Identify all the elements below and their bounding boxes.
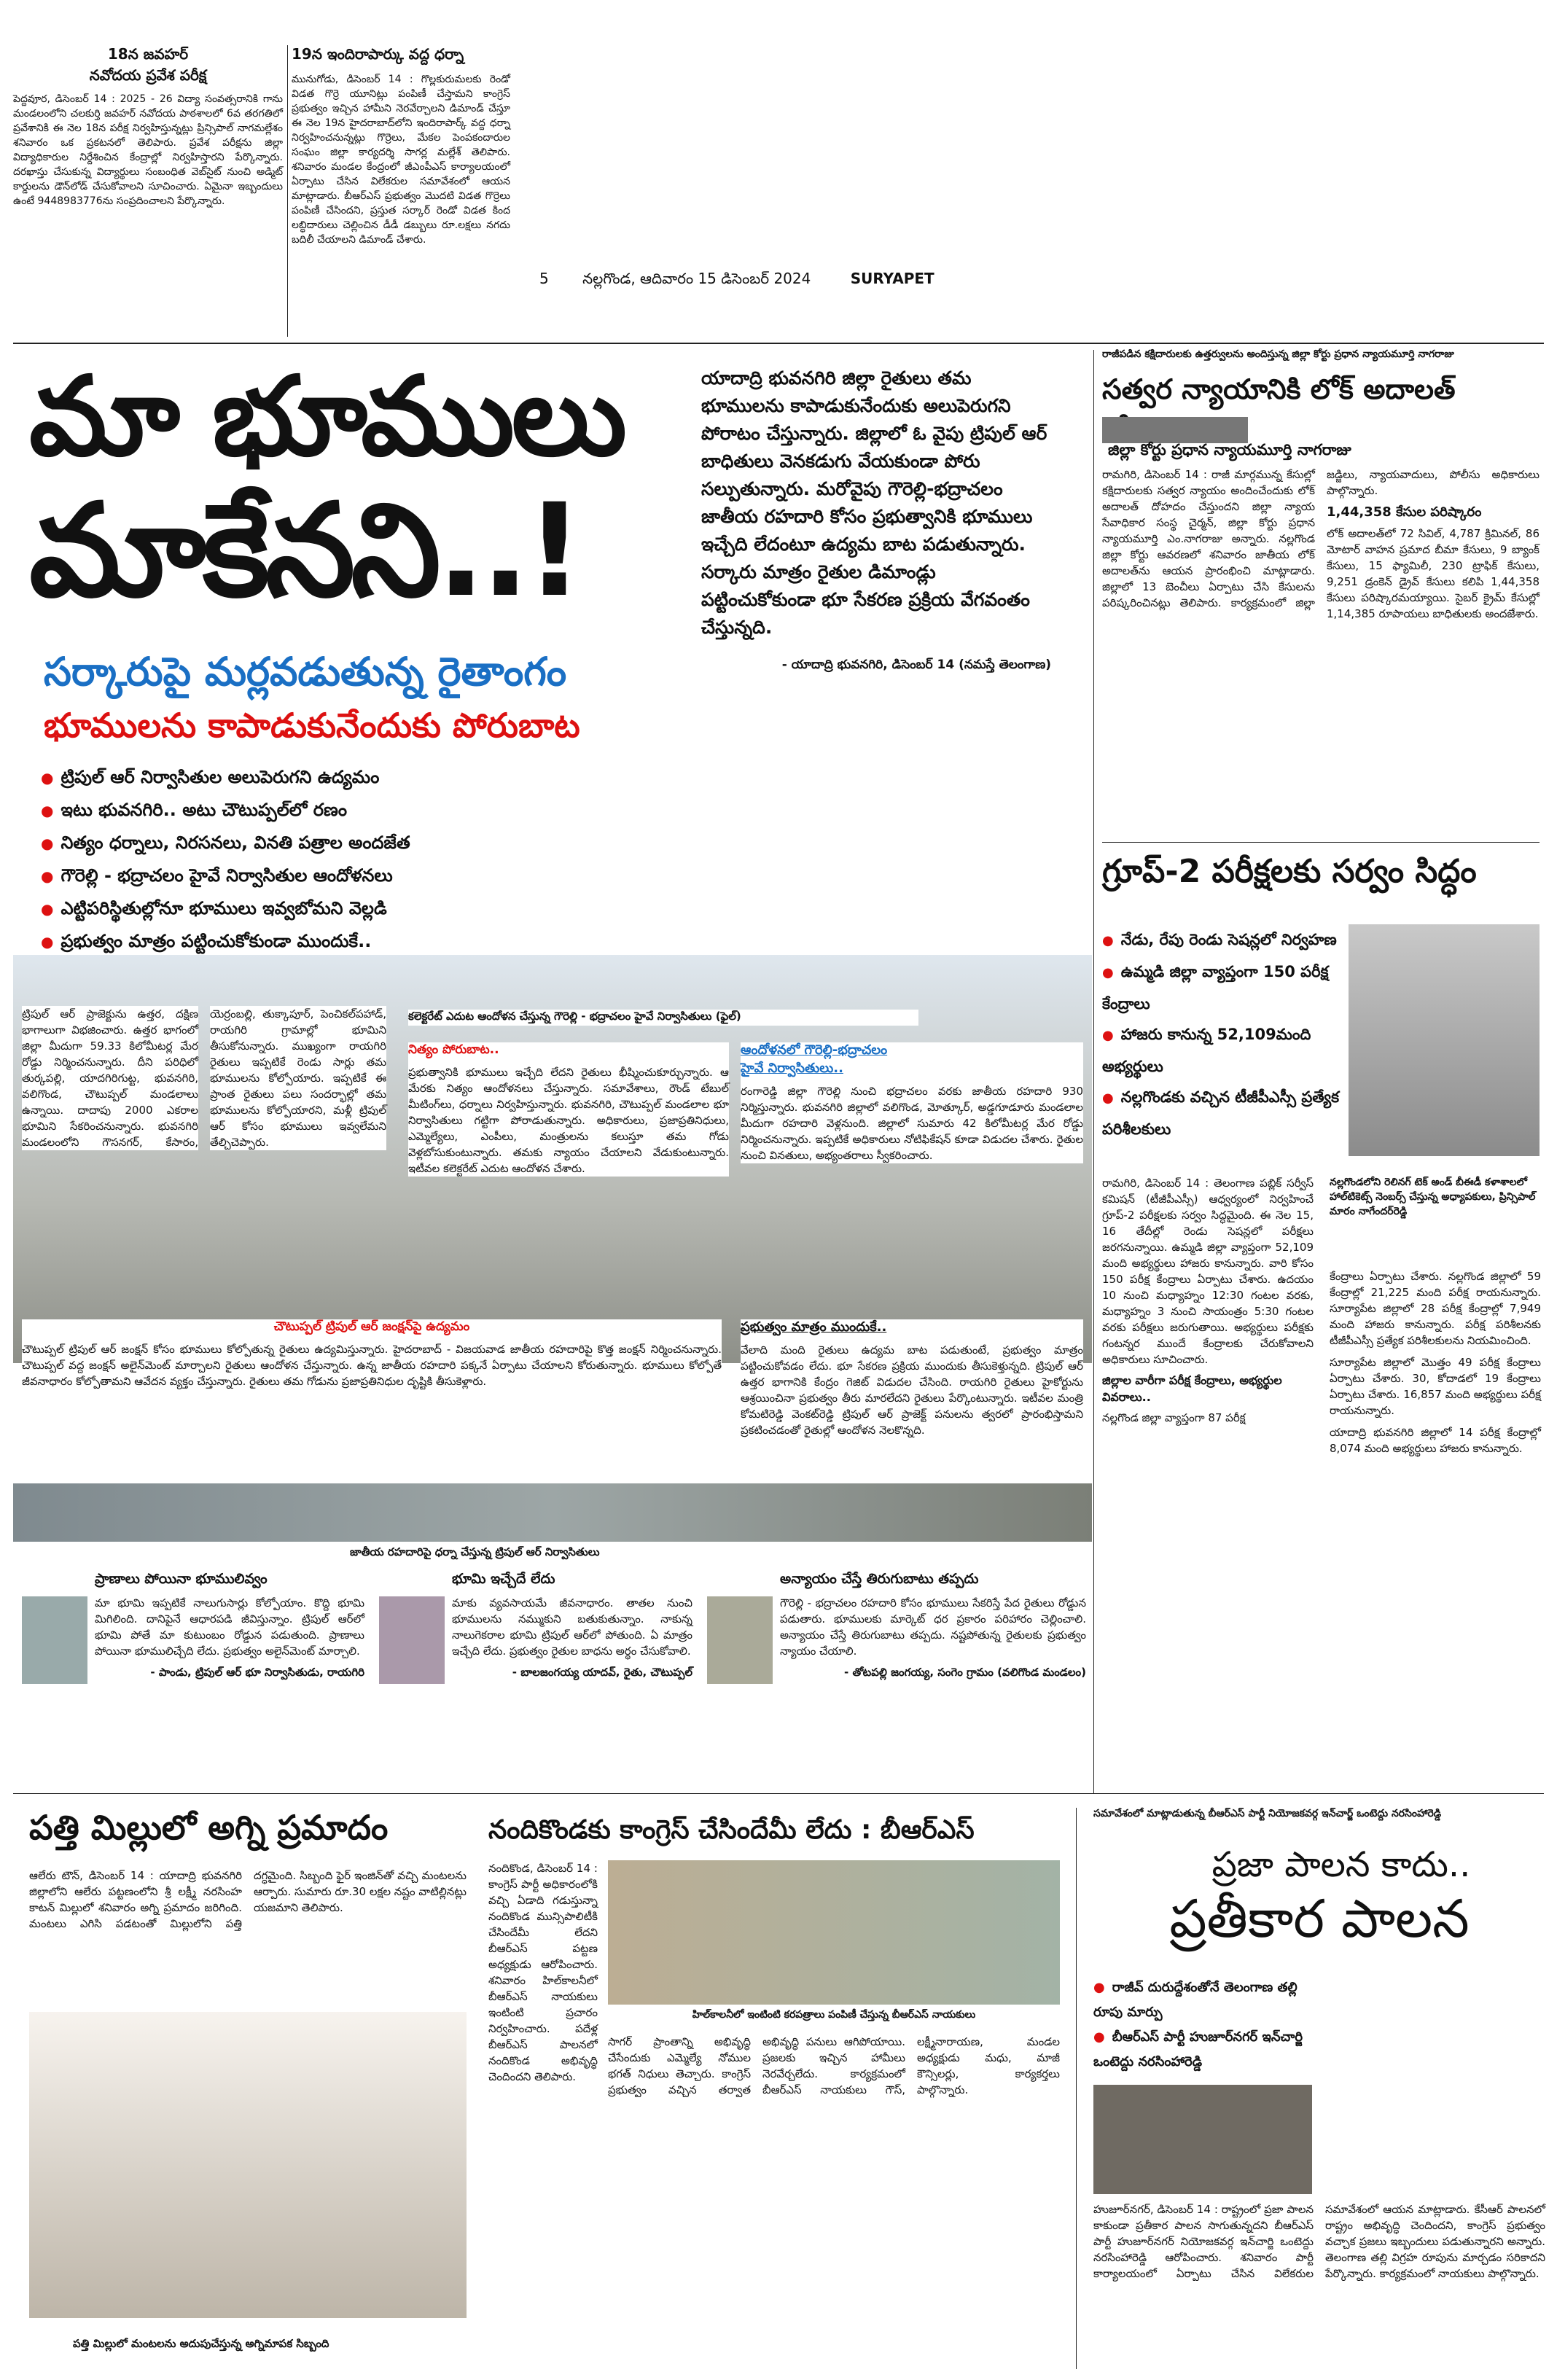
brs-body2-text: సాగర్ ప్రాంతాన్ని అభివృద్ధి చేసేందుకు ఎమ్మెల్యే నోముల భగత్ నిధులు తెచ్చారు. కాంగ్రెస్ ప్రభుత్వం వచ్చిన తర్వాత అభివృద్ధి పనులు ఆగిపోయాయి. ప్రజలకు ఇచ్చిన హామీలు నెరవేర్చలేదు. కార్యక్రమంలో బీఆర్ఎస్ నాయకులు గౌస్, లక్ష్మీనారాయణ, మండల అధ్యక్షుడు మధు, మాజీ కౌన్సిలర్లు, కార్యకర్తలు పాల్గొన్నారు. — [608, 2035, 1060, 2096]
group2-bullet: ● ఉమ్మడి జిల్లా వ్యాప్తంగా 150 పరీక్ష కేంద్రాలు — [1102, 956, 1350, 1019]
brief-navodaya — [13, 45, 283, 208]
quote-byline: - బాలజంగయ్య యాదవ్, రైతు, చౌటుప్పల్ — [512, 1666, 692, 1679]
revenge-bullet: ● రాజీవ్ దురుద్దేశంతోనే తెలంగాణ తల్లి రూపు మార్పు — [1093, 1975, 1312, 2025]
group2-col2 — [1330, 1268, 1541, 1456]
lead-subhead-c1: ఆందోళనలో గౌరెల్లి-భద్రాచలం — [741, 1042, 888, 1058]
lead-byline: - యాదాద్రి భువనగిరి, డిసెంబర్ 14 (నమస్తే తెలంగాణ) — [781, 658, 1051, 672]
divider — [1093, 350, 1094, 1793]
lead-body-text: ట్రిపుల్ ఆర్ ప్రాజెక్టును ఉత్తర, దక్షిణ భాగాలుగా విభజించారు. ఉత్తర భాగంలో జిల్లా మీదుగా 59.33 కిలోమీటర్ల మేర రోడ్డు నిర్మించనున్నారు. దీని పరిధిలో తుర్కపల్లి, యాదగిరిగుట్ట, భువనగిరి, వలిగొండ, చౌటుప్పల్ మండలాలు ఉన్నాయి. దాదాపు 2000 ఎకరాల భూమిని సేకరించనున్నారు. భువనగిరి మండలంలోని గౌసనగర్, కేసారం, యెర్రంబల్లి, తుక్కాపూర్, పెంచికల్‌పహాడ్, రాయగిరి గ్రామాల్లో భూమిని తీసుకోనున్నారు. ముఖ్యంగా రాయగిరి రైతులు ఇప్పటికే రెండు సార్లు తమ భూములను కోల్పోయారు. ఇప్పటికే ఈ ప్రాంత రైతులు పలు సందర్భాల్లో తమ భూములను కోల్పోయారని, మళ్లీ ట్రిపుల్ ఆర్ కోసం భూములు ఇవ్వలేమని తేల్చిచెప్పారు. — [22, 1007, 386, 1149]
divider — [287, 45, 288, 337]
group2-item: యాదాద్రి భువనగిరి జిల్లాలో 14 పరీక్ష కేంద్రాల్లో 8,074 మంది అభ్యర్థులు హాజరు కానున్నారు. — [1330, 1426, 1541, 1455]
quote-byline: - పాండు, ట్రిపుల్ ఆర్ భూ నిర్వాసితుడు, రాయగిరి — [150, 1666, 364, 1679]
quote-box-1 — [95, 1571, 364, 1690]
lead-intro — [701, 364, 1051, 675]
lead-photo-bottom — [13, 1483, 1092, 1542]
fire-photo — [29, 2012, 467, 2318]
lead-col-e — [741, 1319, 1083, 1438]
lead-subhead-d: చౌటుప్పల్ ట్రిపుల్ ఆర్ జంక్షన్‌పై ఉద్యమం — [273, 1319, 470, 1334]
quote-title: అన్యాయం చేస్తే తిరుగుబాటు తప్పదు — [780, 1571, 979, 1587]
quote-byline: - తోటపల్లి జంగయ్య, సంగెం గ్రామం (వలిగొండ మండలం) — [844, 1666, 1086, 1679]
group2-bullets — [1102, 924, 1350, 1144]
quote2-photo — [379, 1596, 445, 1684]
lead-body-text: వేలాది మంది రైతులు ఉద్యమ బాట పడుతుంటే, ప్రభుత్వం మాత్రం పట్టించుకోవడం లేదు. భూ సేకరణ ప్రక్రియ ముందుకు తీసుకెళ్తున్నది. ట్రిపుల్ ఆర్ ఉత్తర భాగానికి కేంద్రం గెజిట్ విడుదల చేసింది. రాయగిరి రైతులు హైకోర్టును ఆశ్రయించినా ప్రభుత్వం తీరు మారలేదని రైతులు పేర్కొంటున్నారు. ఇటీవల మంత్రి కోమటిరెడ్డి వెంకట్‌రెడ్డి ట్రిపుల్ ఆర్ ప్రాజెక్ట్ పనులను త్వరలో ప్రారంభిస్తామని ప్రకటించడంతో రైతుల్లో ఆందోళన నెలకొన్నది. — [741, 1343, 1083, 1437]
divider — [1076, 1808, 1077, 2369]
lead-col-c — [741, 1042, 1083, 1163]
brs-body — [488, 1860, 598, 2085]
lok-kicker: రాజీపడిన కక్షిదారులకు ఉత్తర్వులను అందిస్తున్న జిల్లా కోర్టు ప్రధాన న్యాయమూర్తి నాగరాజు — [1102, 348, 1454, 360]
group2-dist-item: నల్లగొండ జిల్లా వ్యాప్తంగా 87 పరీక్ష — [1102, 1411, 1246, 1424]
lead-headline-1: మా భూములు — [29, 354, 624, 480]
quote3-photo — [707, 1596, 773, 1684]
group2-item: సూర్యాపేట జిల్లాలో మొత్తం 49 పరీక్ష కేంద్రాలు ఏర్పాటు చేశారు. 30, కోదాడలో 19 కేంద్రాలు ఏర్పాటు చేశారు. 16,857 మంది అభ్యర్థులు పరీక్ష రాయనున్నారు. — [1330, 1356, 1541, 1417]
fire-caption: పత్తి మిల్లులో మంటలను అదుపుచేస్తున్న అగ్నిమాపక సిబ్బంది — [73, 2337, 329, 2350]
lead-body-text: చౌటుప్పల్ ట్రిపుల్ ఆర్ జంక్షన్ కోసం భూములు కోల్పోతున్న రైతులు ఉద్యమిస్తున్నారు. హైదరాబాద్ - విజయవాడ జాతీయ రహదారిపై కొత్త జంక్షన్ నిర్మించనున్నారు. చౌటుప్పల్ వద్ద జంక్షన్ అలైన్‌మెంట్ మార్చాలని రైతులు ఆందోళన చేస్తున్నారు. ఉన్న జాతీయ రహదారి పక్కనే ఏర్పాటు చేయాలని కోరుతున్నారు. భూములు కోల్పోతే జీవనాధారం కోల్పోతామని ఆవేదన వ్యక్తం చేస్తున్నారు. రైతులు తమ గోడును ప్రజాప్రతినిధుల దృష్టికి తీసుకెళ్లారు. — [22, 1343, 722, 1388]
quote-title: భూమి ఇచ్చేదే లేదు — [452, 1571, 555, 1587]
group2-body — [1102, 1175, 1314, 1426]
lead-subhead-2: భూములను కాపాడుకునేందుకు పోరుబాట — [44, 706, 580, 745]
lok-body-text: రామగిరి, డిసెంబర్ 14 : రాజీ మార్గమున్న కేసుల్లో కక్షిదారులకు సత్వర న్యాయం అందించేందుకు లోక్ అదాలత్ దోహదం చేస్తుందని జిల్లా న్యాయ సేవాధికార సంస్థ చైర్మన్, జిల్లా కోర్టు ప్రధాన న్యాయమూర్తి ఎం.నాగరాజు అన్నారు. నల్లగొండ జిల్లా కోర్టు ఆవరణలో శనివారం జాతీయ లోక్ అదాలత్‌ను ఆయన ప్రారంభించి మాట్లాడారు. జిల్లాలో 13 బెంచీలు ఏర్పాటు చేసి కేసులను పరిష్కరించినట్లు తెలిపారు. కార్యక్రమంలో జిల్లా జడ్జిలు, న్యాయవాదులు, పోలీసు అధికారులు పాల్గొన్నారు. — [1102, 468, 1540, 609]
brs-caption: హిల్‌కాలనీలో ఇంటింటి కరపత్రాలు పంపిణీ చేస్తున్న బీఆర్ఎస్ నాయకులు — [692, 2009, 976, 2021]
brief-dharna — [292, 45, 510, 247]
dateline: నల్లగొండ, ఆదివారం 15 డిసెంబర్ 2024 — [582, 270, 811, 287]
lead-subhead-c2: హైవే నిర్వాసితులు.. — [741, 1061, 843, 1076]
lead-body-text: రంగారెడ్డి జిల్లా గౌరెల్లి నుంచి భద్రాచలం వరకు జాతీయ రహదారి 930 నిర్మిస్తున్నారు. భువనగిరి జిల్లాలో వలిగొండ, మోత్కూర్, అడ్డగూడూరు మండలాల మీదుగా రహదారి వెళ్లనుంది. జిల్లాలో సుమారు 42 కిలోమీటర్ల మేర రోడ్డు నిర్మించనున్నారు. ఇప్పటికే అధికారులు నోటిఫికేషన్ కూడా విడుదల చేశారు. రైతుల నుంచి వినతులు, అభ్యంతరాలు స్వీకరించారు. — [741, 1085, 1083, 1162]
revenge-body — [1093, 2201, 1545, 2282]
group2-body-text: రామగిరి, డిసెంబర్ 14 : తెలంగాణ పబ్లిక్ సర్వీస్ కమిషన్ (టీజీపీఎస్సీ) ఆధ్వర్యంలో నిర్వహించే గ్రూప్-2 పరీక్షలకు సర్వం సిద్ధమైంది. ఈ నెల 15, 16 తేదీల్లో రెండు సెషన్లలో పరీక్షలు జరగనున్నాయి. ఉమ్మడి జిల్లా వ్యాప్తంగా 52,109 మంది అభ్యర్థులు హాజరు కానున్నారు. వారి కోసం 150 పరీక్ష కేంద్రాలు ఏర్పాటు చేశారు. ఉదయం 10 నుంచి మధ్యాహ్నం 12:30 గంటల వరకు, మధ్యాహ్నం 3 నుంచి సాయంత్రం 5:30 గంటల వరకు పరీక్షలు జరుగుతాయి. అభ్యర్థులు పరీక్షకు గంటన్నర ముందే కేంద్రాలకు చేరుకోవాలని అధికారులు సూచించారు. — [1102, 1177, 1314, 1366]
lead-headline-2: మాకేనని..! — [29, 476, 580, 625]
brief-body: మునుగోడు, డిసెంబర్ 14 : గొల్లకురుమలకు రెండో విడత గొర్రె యూనిట్లు పంపిణీ చేస్తామని కాంగ్రెస్ ప్రభుత్వం ఇచ్చిన హామీని నెరవేర్చాలని డిమాండ్ చేస్తూ ఈ నెల 19న హైదరాబాద్‌లోని ఇందిరాపార్క్ వద్ద ధర్నా నిర్వహించనున్నట్లు గొర్రెలు, మేకల పెంపకందారుల సంఘం జిల్లా కార్యదర్శి సాగర్ల మల్లేశ్ తెలిపారు. శనివారం మండల కేంద్రంలో జీఎంపీఎస్ కార్యాలయంలో ఏర్పాటు చేసిన విలేకరుల సమావేశంలో ఆయన మాట్లాడారు. బీఆర్ఎస్ ప్రభుత్వం మొదటి విడత గొర్రెలు పంపిణీ చేసిందని, ప్రస్తుత సర్కార్ రెండో విడత కింద లబ్ధిదారులు చెల్లించిన డీడీ డబ్బులు రూ.లక్షలు నగదు బదిలీ చేయాలని డిమాండ్ చేశారు. — [292, 74, 510, 246]
lead-bullet: ● గౌరెల్లి - భద్రాచలం హైవే నిర్వాసితుల ఆందోళనలు — [41, 859, 697, 892]
revenge-kicker: సమావేశంలో మాట్లాడుతున్న బీఆర్ఎస్ పార్టీ నియోజకవర్గ ఇన్‌చార్జ్ ఒంటెద్దు నరసింహారెడ్డి — [1093, 1808, 1442, 1819]
group2-bullet: ● నేడు, రేపు రెండు సెషన్లలో నిర్వహణ — [1102, 924, 1350, 956]
brief-body: పెద్దవూర, డిసెంబర్ 14 : 2025 - 26 విద్యా సంవత్సరానికి గాను మండలంలోని చలకుర్తి జవహర్ నవోదయ పాఠశాలలో 6వ తరగతిలో ప్రవేశానికి ఈ నెల 18న పరీక్ష నిర్వహిస్తున్నట్లు ప్రిన్సిపాల్ నాగమల్లేశం శనివారం ఒక ప్రకటనలో తెలిపారు. ప్రవేశ పరీక్షను జిల్లా విద్యాధికారుల నిర్దేశించిన కేంద్రాల్లో నిర్వహిస్తారని పేర్కొన్నారు. దరఖాస్తు చేసుకున్న విద్యార్థులు సంబంధిత వెబ్‌సైట్ నుంచి అడ్మిట్ కార్డులను డౌన్‌లోడ్ చేసుకోవాలని సూచించారు. ఏమైనా ఇబ్బందులు ఉంటే 9448983776ను సంప్రదించాలని పేర్కొన్నారు. — [13, 93, 283, 207]
revenge-photo — [1093, 2085, 1312, 2194]
lead-bullet: ● ప్రభుత్వం మాత్రం పట్టించుకోకుండా ముందుకే.. — [41, 925, 697, 958]
masthead-rule — [13, 343, 1544, 344]
lead-bullet: ● ట్రిపుల్ ఆర్ నిర్వాసితుల అలుపెరుగని ఉద్యమం — [41, 761, 697, 794]
group2-bullet: ● నల్లగొండకు వచ్చిన టీజీపీఎస్సీ ప్రత్యేక పరిశీలకులు — [1102, 1082, 1350, 1144]
lead-subhead-e: ప్రభుత్వం మాత్రం ముందుకే.. — [741, 1319, 887, 1335]
quote1-photo — [22, 1596, 87, 1684]
group2-photo — [1349, 924, 1540, 1156]
lead-col-d — [22, 1319, 722, 1389]
group2-title: గ్రూప్-2 పరీక్షలకు సర్వం సిద్ధం — [1102, 853, 1477, 890]
divider — [1102, 842, 1540, 843]
quote-box-2 — [452, 1571, 692, 1690]
revenge-body-text: హుజూర్‌నగర్, డిసెంబర్ 14 : రాష్ట్రంలో ప్రజా పాలన కాకుండా ప్రతీకార పాలన సాగుతున్నదని బీఆర్ఎస్ పార్టీ హుజూర్‌నగర్ నియోజకవర్గ ఇన్‌చార్జి ఒంటెద్దు నరసింహారెడ్డి ఆరోపించారు. శనివారం పార్టీ కార్యాలయంలో ఏర్పాటు చేసిన విలేకరుల సమావేశంలో ఆయన మాట్లాడారు. కేసీఆర్ పాలనలో రాష్ట్రం అభివృద్ధి చెందిందని, కాంగ్రెస్ ప్రభుత్వం వచ్చాక ప్రజలు ఇబ్బందులు పడుతున్నారని అన్నారు. తెలంగాణ తల్లి విగ్రహ రూపును మార్చడం సరికాదని పేర్కొన్నారు. కార్యక్రమంలో నాయకులు పాల్గొన్నారు. — [1093, 2203, 1545, 2280]
lok-photo — [1102, 417, 1248, 443]
quote-body: మాకు వ్యవసాయమే జీవనాధారం. తాతల నుంచి భూములను నమ్ముకుని బతుకుతున్నాం. నాకున్న నాలుగెకరాల భూమి ట్రిపుల్ ఆర్‌లో పోతుంది. ఏ మాత్రం ఇచ్చేది లేదు. ప్రభుత్వం రైతుల బాధను అర్థం చేసుకోవాలి. — [452, 1596, 692, 1658]
edition: SURYAPET — [850, 270, 934, 287]
brief-kicker: 18న జవహర్ — [107, 45, 189, 63]
brief-title: నవోదయ ప్రవేశ పరీక్ష — [89, 66, 207, 84]
masthead — [539, 270, 1006, 291]
group2-photo-caption: నల్లగొండలోని రెలినగ్ టెక్ అండ్ బీఈడీ కళాశాలలో హాల్‌టికెట్స్ నెంబర్స్ చేస్తున్న అధ్యాపకులు, ప్రిన్సిపాల్ మారం నాగేందర్‌రెడ్డి — [1330, 1177, 1536, 1217]
quote-box-3 — [780, 1571, 1086, 1690]
page-number: 5 — [539, 270, 549, 287]
fire-body-text: ఆలేరు టౌన్, డిసెంబర్ 14 : యాదాద్రి భువనగిరి జిల్లాలోని ఆలేరు పట్టణంలోని శ్రీ లక్ష్మీ నరసింహ కాటన్ మిల్లులో శనివారం అగ్ని ప్రమాదం జరిగింది. మంటలు ఎగిసి పడటంతో మిల్లులోని పత్తి దగ్ధమైంది. సిబ్బంది ఫైర్ ఇంజిన్‌తో వచ్చి మంటలను ఆర్పారు. సుమారు రూ.30 లక్షల నష్టం వాటిల్లినట్లు యజమాని తెలిపారు. — [29, 1869, 467, 1930]
group2-dist-label: జిల్లాల వారీగా పరీక్ష కేంద్రాలు, అభ్యర్థుల వివరాలు.. — [1102, 1373, 1282, 1404]
group2-bullet: ● హాజరు కానున్న 52,109మంది అభ్యర్థులు — [1102, 1019, 1350, 1082]
lead-bullet: ● ఎట్టిపరిస్థితుల్లోనూ భూములు ఇవ్వబోమని వెల్లడి — [41, 892, 697, 925]
quote-body: గౌరెల్లి - భద్రాచలం రహదారి కోసం భూములు సేకరిస్తే పేద రైతులు రోడ్డున పడుతారు. భూములకు మార్కెట్ ధర ప్రకారం పరిహారం చెల్లించాలి. అన్యాయం చేస్తే తిరుగుబాటు తప్పదు. నష్టపోతున్న రైతులకు ప్రభుత్వం న్యాయం చేయాలి. — [780, 1596, 1086, 1658]
fire-title: పత్తి మిల్లులో అగ్ని ప్రమాదం — [29, 1808, 389, 1847]
lok-sub: జిల్లా కోర్టు ప్రధాన న్యాయమూర్తి నాగరాజు — [1108, 441, 1351, 459]
lead-subhead-1: సర్కారుపై మర్లవడుతున్న రైతాంగం — [44, 649, 567, 695]
fire-body — [29, 1868, 467, 1932]
lead-bullets — [41, 761, 697, 958]
brief-title: 19న ఇందిరాపార్కు వద్ద ధర్నా — [292, 45, 464, 63]
lead-col-b — [408, 1042, 729, 1177]
revenge-title-2: ప్రతీకార పాలన — [1169, 1888, 1470, 1949]
revenge-title-1: ప్రజా పాలన కాదు.. — [1211, 1844, 1471, 1885]
lead-body-text: ప్రభుత్వానికి భూములు ఇచ్చేది లేదని రైతులు భీష్మించుకూర్చున్నారు. ఆ మేరకు నిత్యం ఆందోళనలు చేస్తున్నారు. సమావేశాలు, రౌండ్ టేబుల్ మీటింగ్‌లు, ధర్నాలు నిర్వహిస్తున్నారు. భువనగిరి, చౌటుప్పల్ మండలాల భూ నిర్వాసితులు గట్టిగా పోరాడుతున్నారు. అధికారులు, ప్రజాప్రతినిధులు, ఎమ్మెల్యేలు, ఎంపీలు, మంత్రులను కలుస్తూ తమ గోడు వెళ్లబోసుకుంటున్నారు. తమకు న్యాయం చేయాలని వేడుకుంటున్నారు. ఇటీవల కలెక్టరేట్ ఎదుట ఆందోళన చేశారు. — [408, 1066, 729, 1175]
lok-total-label: 1,44,358 కేసుల పరిష్కారం — [1327, 504, 1482, 520]
group2-col2-text: కేంద్రాలు ఏర్పాటు చేశారు. నల్లగొండ జిల్లాలో 59 కేంద్రాల్లో 21,225 మంది పరీక్ష రాయనున్నారు. సూర్యాపేట జిల్లాలో 28 పరీక్ష కేంద్రాల్లో 7,949 మంది హాజరు కానున్నారు. పరీక్ష పరిశీలనకు టీజీపీఎస్సీ ప్రత్యేక పరిశీలకులను నియమించింది. — [1330, 1270, 1541, 1347]
revenge-bullet: ● బీఆర్ఎస్ పార్టీ హుజూర్‌నగర్ ఇన్‌చార్జి ఒంటెద్దు నరసింహారెడ్డి — [1093, 2025, 1312, 2075]
lead-body-a — [22, 1006, 386, 1150]
quote-body: మా భూమి ఇప్పటికే నాలుగుసార్లు కోల్పోయాం. కొద్ది భూమి మిగిలింది. దానిపైనే ఆధారపడి జీవిస్తున్నాం. ట్రిపుల్ ఆర్‌లో భూమి పోతే మా కుటుంబం రోడ్డున పడుతుంది. ప్రాణాలు పోయినా భూములిచ్చేది లేదు. ప్రభుత్వం అలైన్‌మెంట్ మార్చాలి. — [95, 1596, 364, 1658]
lok-body — [1102, 467, 1540, 622]
brs-body-text: నందికొండ, డిసెంబర్ 14 : కాంగ్రెస్ పార్టీ అధికారంలోకి వచ్చి ఏడాది గడుస్తున్నా నందికొండ మున్సిపాలిటీకి చేసిందేమీ లేదని బీఆర్ఎస్ పట్టణ అధ్యక్షుడు ఆరోపించారు. శనివారం హిల్‌కాలనీలో బీఆర్ఎస్ నాయకులు ఇంటింటి ప్రచారం నిర్వహించారు. పదేళ్ల బీఆర్ఎస్ పాలనలో నందికొండ అభివృద్ధి చెందిందని తెలిపారు. — [488, 1862, 598, 2083]
lead-subhead-b: నిత్యం పోరుబాట.. — [408, 1042, 499, 1057]
lead-bullet: ● ఇటు భువనగిరి.. అటు చౌటుప్పల్‌లో రణం — [41, 794, 697, 827]
lead-photo1-caption: కలెక్టరేట్ ఎదుట ఆందోళన చేస్తున్న గౌరెల్లి - భద్రాచలం హైవే నిర్వాసితులు (ఫైల్) — [408, 1010, 918, 1026]
brs-title: నందికొండకు కాంగ్రెస్ చేసిందేమీ లేదు : బీఆర్ఎస్ — [488, 1815, 975, 1845]
lok-total-body: లోక్ అదాలత్‌లో 72 సివిల్, 4,787 క్రిమినల్, 86 మోటార్ వాహన ప్రమాద బీమా కేసులు, 9 బ్యాంక్ కేసులు, 15 ఫ్యామిలీ, 230 ట్రాఫిక్ కేసులు, 9,251 డ్రంకెన్ డ్రైవ్ కేసులు కలిపి 1,44,358 కేసులు పరిష్కారమయ్యాయి. సైబర్ క్రైమ్ కేసుల్లో 1,14,385 రూపాయలు బాధితులకు అందజేశారు. — [1327, 527, 1540, 620]
lead-intro-text: యాదాద్రి భువనగిరి జిల్లా రైతులు తమ భూములను కాపాడుకునేందుకు అలుపెరుగని పోరాటం చేస్తున్నారు. జిల్లాలో ఓ వైపు ట్రిపుల్ ఆర్ బాధితులు వెనకడుగు వేయకుండా పోరు సల్పుతున్నారు. మరోవైపు గౌరెల్లి-భద్రాచలం జాతీయ రహదారి కోసం ప్రభుత్వానికి భూములు ఇచ్చేది లేదంటూ ఉద్యమ బాట పడుతున్నారు. సర్కారు మాత్రం రైతుల డిమాండ్లు పట్టించుకోకుండా భూ సేకరణ ప్రక్రియ వేగవంతం చేస్తున్నది. — [701, 367, 1047, 638]
divider — [13, 1793, 1544, 1794]
quote-title: ప్రాణాలు పోయినా భూములివ్వం — [95, 1571, 268, 1587]
revenge-bullets — [1093, 1975, 1312, 2075]
lead-photo2-caption: జాతీయ రహదారిపై ధర్నా చేస్తున్న ట్రిపుల్ ఆర్ నిర్వాసితులు — [350, 1545, 600, 1558]
brs-body2 — [608, 2034, 1060, 2098]
lead-bullet: ● నిత్యం ధర్నాలు, నిరసనలు, వినతి పత్రాల అందజేత — [41, 827, 697, 859]
brs-photo — [608, 1860, 1060, 2005]
lok-title: సత్వర న్యాయానికి లోక్ అదాలత్ — [1102, 373, 1456, 405]
